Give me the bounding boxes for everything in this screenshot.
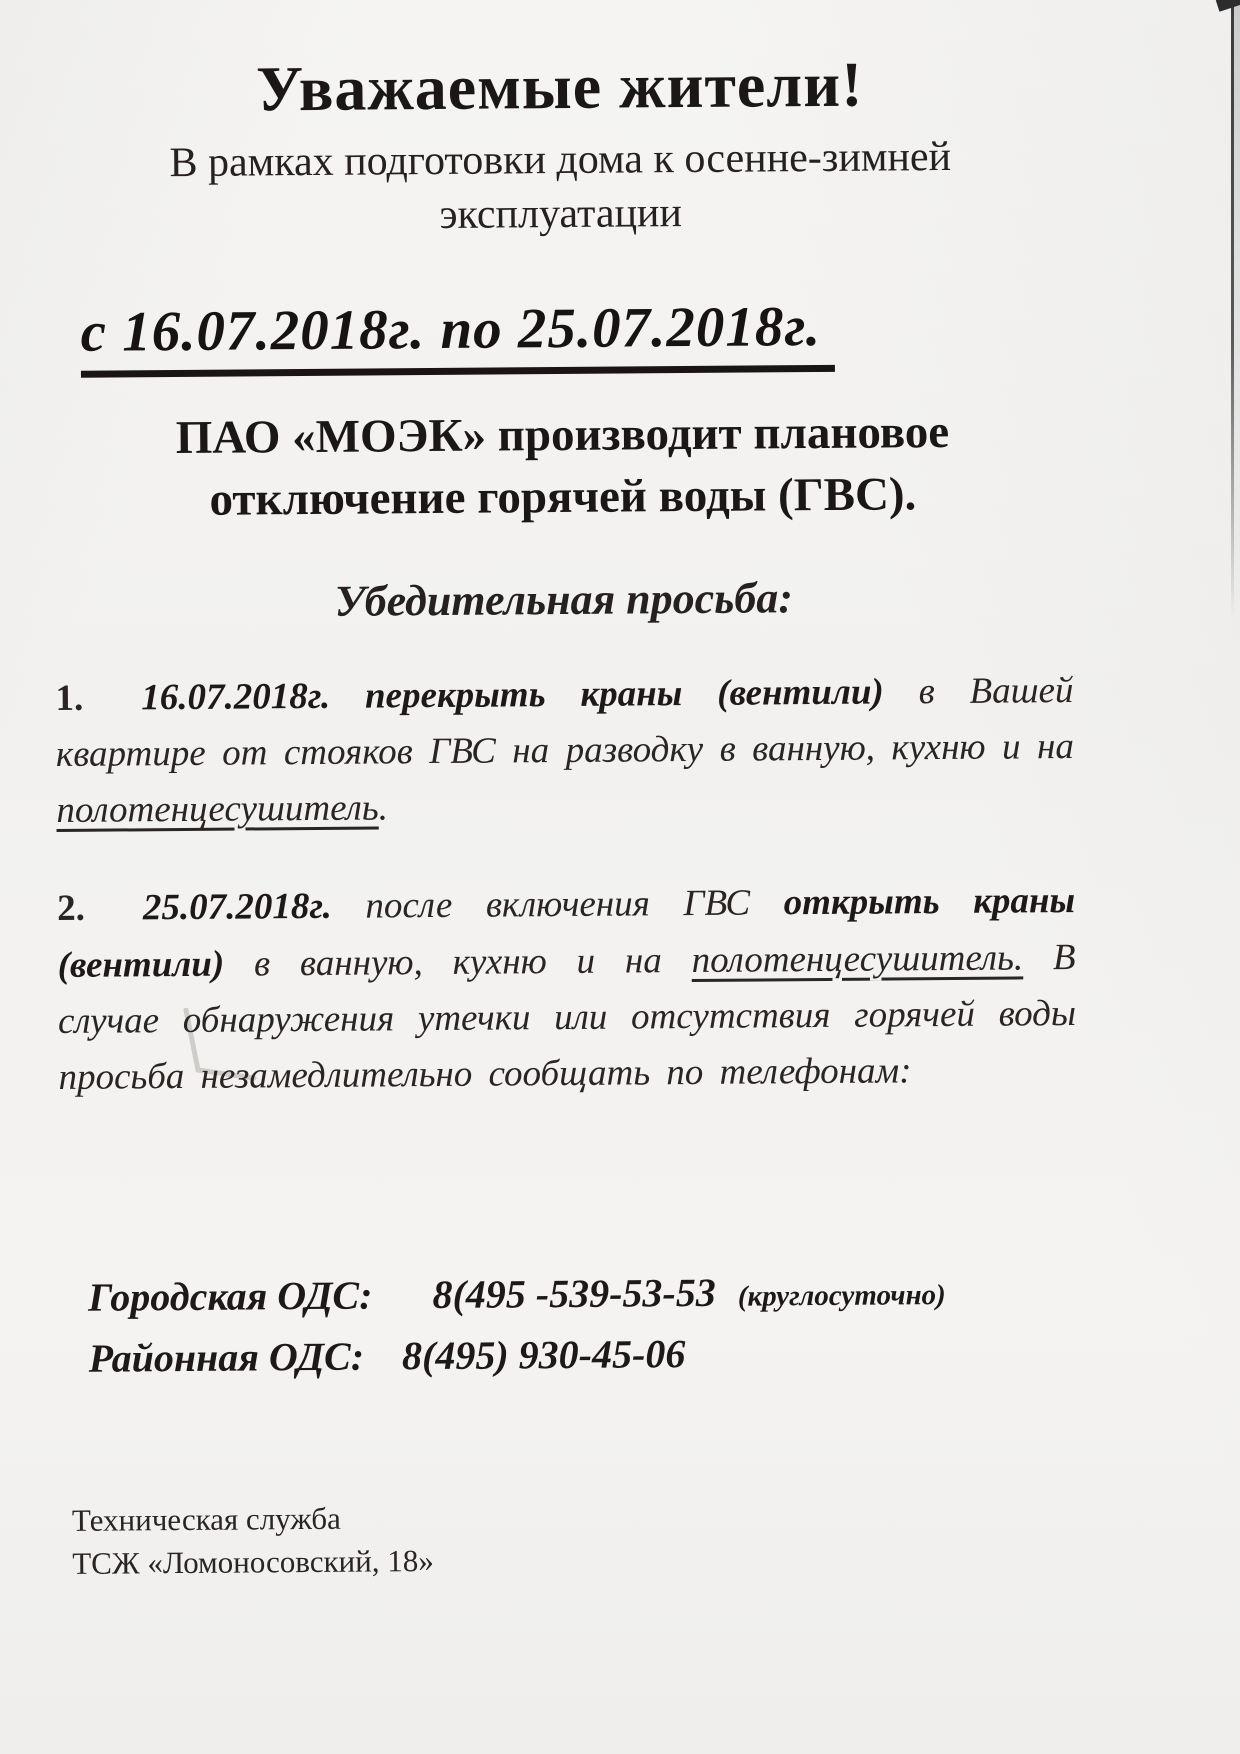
page-title: Уважаемые жители! (255, 48, 864, 125)
scan-edge-line (1231, 0, 1234, 620)
subtitle-line-2: эксплуатации (439, 189, 683, 238)
contact-city-label: Городская ОДС: (88, 1272, 373, 1320)
contact-district-number: 8(495) 930-45-06 (401, 1331, 686, 1379)
contact-row-district (89, 1327, 1079, 1382)
item-1-underlined-word: полотенцесушитель (56, 787, 379, 832)
footer-line-1: Техническая служба (71, 1500, 341, 1539)
date-range (52, 292, 1071, 378)
notice-content (50, 0, 1080, 1586)
item-2-underlined-word: полотенцесушитель. (691, 936, 1024, 981)
announcement-line-2: отключение горячей воды (ГВС). (209, 467, 917, 526)
list-item-1 (55, 663, 1074, 840)
item-2-bold-date: 25.07.2018г. (142, 886, 332, 929)
item-2-text-b: в ванную, кухню и на (224, 939, 692, 985)
item-2-text-a: после включения ГВС (331, 882, 784, 928)
subtitle (51, 130, 1070, 245)
request-heading: Убедительная просьба: (334, 572, 794, 626)
announcement-line-1: ПАО «МОЭК» производит плановое (175, 405, 950, 464)
item-2-bold-open: открыть краны (вентили) (57, 880, 1076, 986)
footer-line-2: ТСЖ «Ломоносовский, 18» (72, 1543, 434, 1581)
list-item-2 (57, 873, 1077, 1106)
footer-signature (62, 1492, 1081, 1586)
scan-edge-strip (1233, 0, 1240, 660)
contact-city-number: 8(495 -539-53-53 (432, 1270, 716, 1318)
item-2-text-c: В случае обнаружения утечки или отсутствия горячей воды просьба незамедлительно сообщать по телефонам: (57, 936, 1077, 1098)
item-1-text: в Вашей квартире от стояков ГВС на разводку в ванную, кухню и на (55, 669, 1075, 775)
item-1-number: 1. (55, 677, 84, 719)
contacts-block (60, 1266, 1079, 1382)
subtitle-line-1: В рамках подготовки дома к осенне-зимней (169, 133, 952, 187)
contact-city-note: (круглосуточно) (737, 1279, 946, 1313)
date-range-text: с 16.07.2018г. по 25.07.2018г. (80, 293, 835, 377)
contact-row-city (88, 1266, 1078, 1321)
item-1-bold-lead: 16.07.2018г. перекрыть краны (вентили) (141, 671, 884, 718)
announcement (53, 400, 1072, 532)
item-1-tail: . (378, 787, 389, 829)
contact-district-label: Районная ОДС: (88, 1333, 365, 1381)
item-2-number: 2. (56, 888, 86, 930)
